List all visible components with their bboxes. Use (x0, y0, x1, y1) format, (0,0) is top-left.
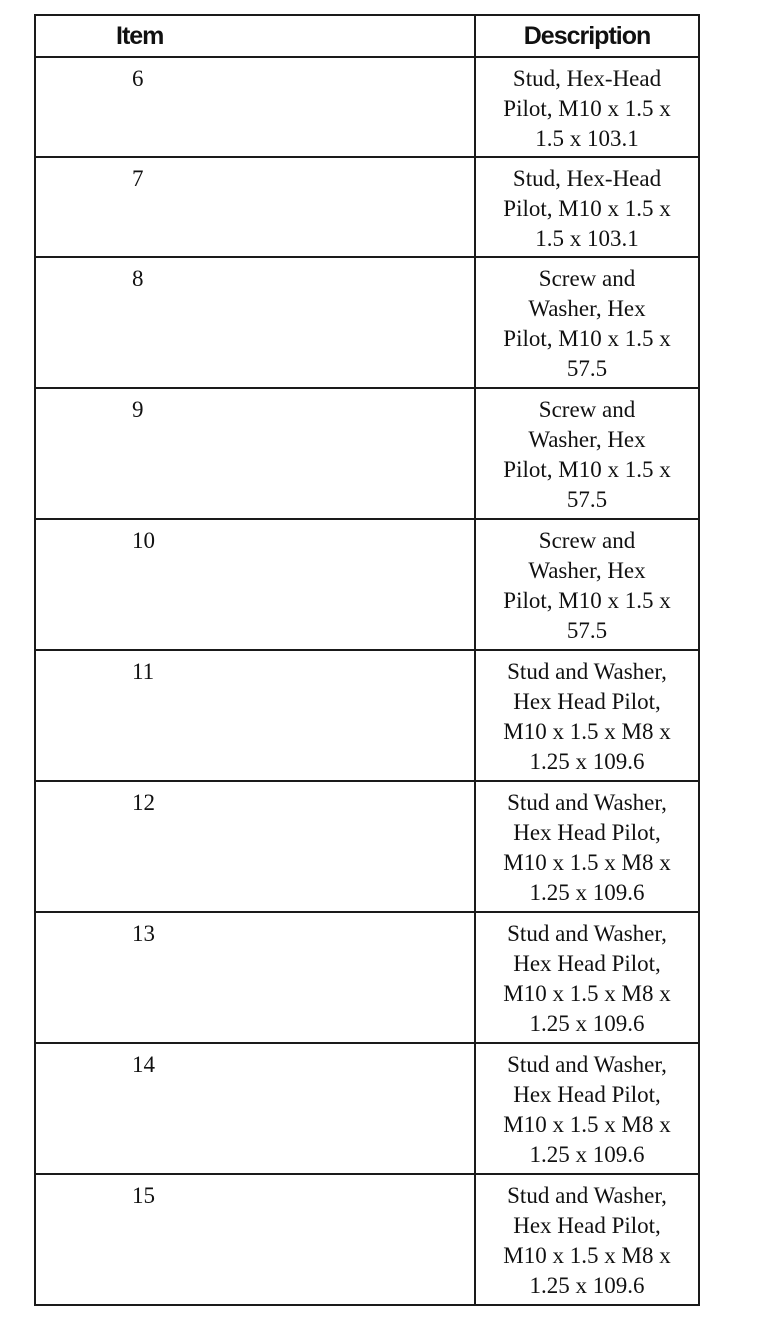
description-line: Hex Head Pilot, (513, 820, 661, 845)
description-line: Washer, Hex (528, 427, 646, 452)
table-row (35, 257, 699, 388)
description-line: Hex Head Pilot, (513, 1082, 661, 1107)
description-line: Screw and (538, 528, 636, 553)
description-line: Stud, Hex-Head (512, 66, 662, 91)
description-cell (475, 157, 699, 257)
description-cell (475, 388, 699, 519)
item-number-cell: 9 (35, 388, 475, 519)
description-line: 1.5 x 103.1 (535, 126, 639, 151)
table-row (35, 1043, 699, 1174)
description-line: 57.5 (566, 487, 608, 512)
item-number-cell: 10 (35, 519, 475, 650)
description-cell (475, 1043, 699, 1174)
table-row (35, 1174, 699, 1305)
description-line: Pilot, M10 x 1.5 x (503, 196, 671, 221)
table-row (35, 519, 699, 650)
item-number-cell: 13 (35, 912, 475, 1043)
description-line: Hex Head Pilot, (513, 689, 661, 714)
table-header-row (35, 15, 699, 57)
table-row (35, 912, 699, 1043)
description-cell (475, 650, 699, 781)
description-cell (475, 519, 699, 650)
description-line: Pilot, M10 x 1.5 x (503, 588, 671, 613)
description-line: M10 x 1.5 x M8 x (503, 981, 671, 1006)
description-line: 57.5 (566, 618, 608, 643)
description-cell (475, 912, 699, 1043)
description-line: M10 x 1.5 x M8 x (503, 719, 671, 744)
item-number-cell: 14 (35, 1043, 475, 1174)
column-header-description: Description (475, 15, 699, 57)
description-line: Washer, Hex (528, 558, 646, 583)
item-number-cell: 15 (35, 1174, 475, 1305)
description-line: Stud and Washer, (507, 1183, 667, 1208)
description-line: Pilot, M10 x 1.5 x (503, 96, 671, 121)
table-row (35, 57, 699, 157)
description-line: 1.25 x 109.6 (529, 1142, 645, 1167)
description-line: 1.25 x 109.6 (529, 1273, 645, 1298)
description-line: 1.25 x 109.6 (529, 880, 645, 905)
description-line: Stud and Washer, (507, 1052, 667, 1077)
description-line: 1.25 x 109.6 (529, 1011, 645, 1036)
item-number-cell: 7 (35, 157, 475, 257)
item-number-cell: 12 (35, 781, 475, 912)
description-line: Stud and Washer, (507, 921, 667, 946)
description-line: Stud, Hex-Head (512, 166, 662, 191)
description-line: M10 x 1.5 x M8 x (503, 1243, 671, 1268)
table-row (35, 650, 699, 781)
parts-table (34, 14, 700, 1306)
description-line: Pilot, M10 x 1.5 x (503, 457, 671, 482)
item-number-cell: 8 (35, 257, 475, 388)
description-line: Hex Head Pilot, (513, 1213, 661, 1238)
description-line: Screw and (538, 397, 636, 422)
description-line: M10 x 1.5 x M8 x (503, 1112, 671, 1137)
description-line: Screw and (538, 266, 636, 291)
description-line: Stud and Washer, (507, 790, 667, 815)
table-row (35, 388, 699, 519)
description-cell (475, 257, 699, 388)
table-row (35, 781, 699, 912)
description-line: 57.5 (566, 356, 608, 381)
description-line: 1.5 x 103.1 (535, 226, 639, 251)
description-line: Pilot, M10 x 1.5 x (503, 326, 671, 351)
description-line: 1.25 x 109.6 (529, 749, 645, 774)
table-row (35, 157, 699, 257)
description-cell (475, 57, 699, 157)
description-cell (475, 1174, 699, 1305)
item-number-cell: 6 (35, 57, 475, 157)
item-number-cell: 11 (35, 650, 475, 781)
description-line: Stud and Washer, (507, 659, 667, 684)
description-line: Washer, Hex (528, 296, 646, 321)
description-line: M10 x 1.5 x M8 x (503, 850, 671, 875)
table-body (35, 57, 699, 1305)
description-cell (475, 781, 699, 912)
column-header-item: Item (35, 15, 475, 57)
description-line: Hex Head Pilot, (513, 951, 661, 976)
